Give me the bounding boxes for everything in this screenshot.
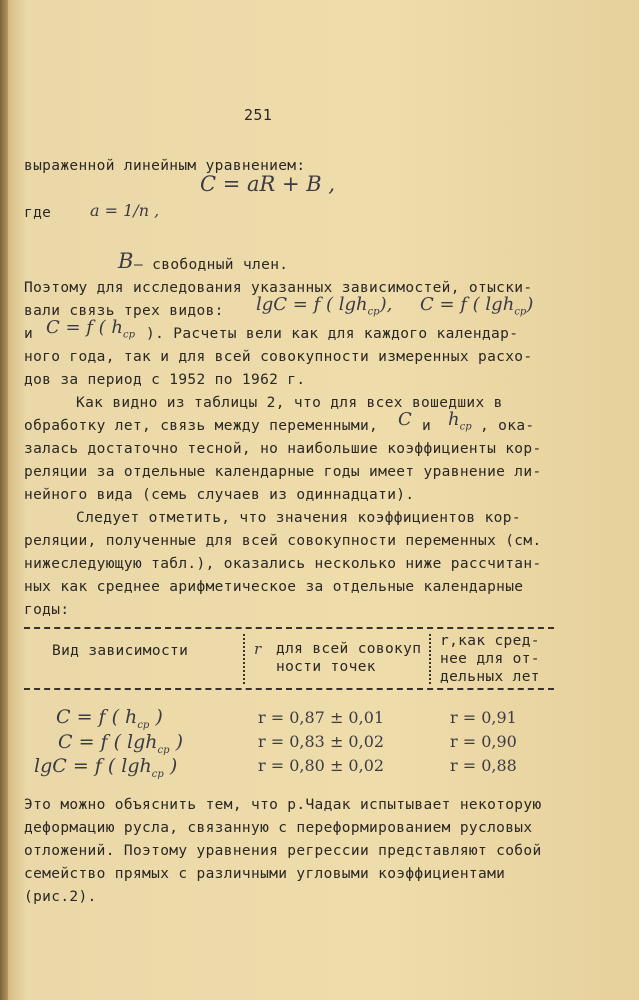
handwritten-symbol: C [398,409,412,430]
table-header-r-all: ности точек [276,659,376,675]
table-header-rule [24,688,554,690]
text-line: нижеследующую табл.), оказались несколько ниже рассчитан- [24,556,542,572]
table-header-r-mean: нее для от- [440,651,540,667]
text-line: годы: [24,602,70,618]
text-line: семейство прямых с различными угловыми коэффициентами [24,866,506,882]
text-line: дов за период с 1952 по 1962 г. [24,372,306,388]
table-row-dependency: C = f ( lgh$_{ср}$ ) [58,731,184,756]
handwritten-formula: C = f ( $h_{ср}$ [46,317,136,341]
text-line: вали связь трех видов: [24,303,224,319]
table-header-dependency: Вид зависимости [52,643,189,659]
table-header-r-symbol: r [254,640,262,658]
table-column-separator [429,634,431,684]
binding-gutter [0,0,8,1000]
text-line: нейного вида (семь случаев из одиннадцати). [24,487,415,503]
text-line: ). Расчеты вели как для каждого календар- [146,326,519,342]
table-row-r-all: r = 0,87 ± 0,01 [258,708,385,727]
table-top-rule [24,627,554,629]
text-line: Следует отметить, что значения коэффициентов кор- [76,510,521,526]
handwritten-formula: C = aR + B , [200,172,336,196]
text-line: ных как среднее арифметическое за отдельные календарные [24,579,524,595]
text-line: и [422,418,432,434]
table-header-r-mean: дельных лет [440,669,540,685]
page-number: 251 [244,106,273,124]
text-line: залась достаточно тесной, но наибольшие коэффициенты кор- [24,441,542,457]
text-line: выраженной линейным уравнением: [24,158,306,174]
table-row-dependency: C = f ( $h_{ср}$ ) [56,706,163,731]
handwritten-symbol: B [118,249,134,273]
table-row-r-all: r = 0,83 ± 0,02 [258,732,385,751]
table-row-dependency: lgC = f ( lgh$_{ср}$ ) [34,755,178,780]
text-line: реляции, полученные для всей совокупности переменных (см. [24,533,542,549]
table-column-separator [243,634,245,684]
table-header-r-all: для всей совокуп [276,641,422,657]
text-line: – свободный член. [134,257,289,273]
text-line: (рис.2). [24,889,97,905]
table-header-r-mean: r,как сред- [440,633,540,649]
handwritten-formula: C = f ( lgh$_{ср}$) [420,294,534,318]
text-line: и [24,326,34,342]
text-line: Поэтому для исследования указанных зависимостей, отыски- [24,280,533,296]
handwritten-formula: lgC = f ( lgh$_{ср}$), [256,294,393,318]
text-line: ного года, так и для всей совокупности измеренных расхо- [24,349,533,365]
text-line: где [24,205,52,221]
table-row-r-all: r = 0,80 ± 0,02 [258,756,385,775]
table-row-r-mean: r = 0,88 [450,756,517,775]
text-line: обработку лет, связь между переменными, [24,418,379,434]
text-line: , ока- [480,418,535,434]
text-line: Как видно из таблицы 2, что для всех вошедших в [76,395,503,411]
text-line: Это можно объяснить тем, что р.Чадак испытывает некоторую [24,797,542,813]
table-row-r-mean: r = 0,90 [450,732,517,751]
text-line: деформацию русла, связанную с переформированием русловых [24,820,533,836]
table-row-r-mean: r = 0,91 [450,708,517,727]
handwritten-symbol: $h_{ср}$ [448,409,472,433]
handwritten-formula: a = 1/n , [90,201,160,220]
text-line: реляции за отдельные календарные годы имеет уравнение ли- [24,464,542,480]
text-line: отложений. Поэтому уравнения регрессии представляют собой [24,843,542,859]
